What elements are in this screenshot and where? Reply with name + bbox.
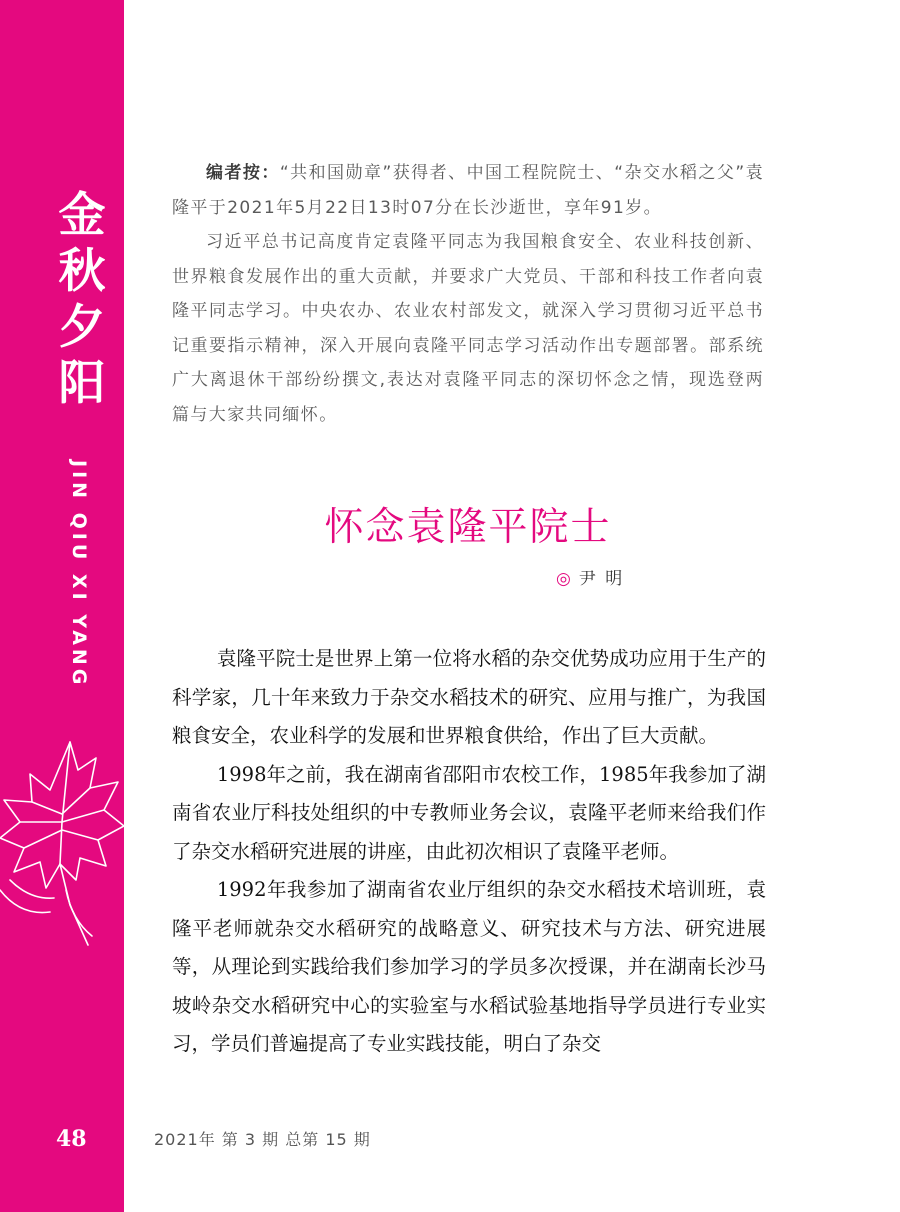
editor-note-label: 编者按： xyxy=(206,163,280,183)
column-title-char: 金 xyxy=(58,188,106,243)
column-title-char: 阳 xyxy=(58,356,106,411)
editor-note-paragraph xyxy=(172,156,764,225)
author-mark: ◎ xyxy=(556,569,573,589)
article-author xyxy=(556,564,624,589)
editor-note-paragraph: 习近平总书记高度肯定袁隆平同志为我国粮食安全、农业科技创新、世界粮食发展作出的重大贡献，并要求广大党员、干部和科技工作者向袁隆平同志学习。中央农办、农业农村部发文，就深入学习贯彻习近平总书记重要指示精神，深入开展向袁隆平同志学习活动作出专题部署。部系统广大离退休干部纷纷撰文,表达对袁隆平同志的深切怀念之情，现选登两篇与大家共同缅怀。 xyxy=(172,232,764,425)
column-title-char: 秋 xyxy=(58,244,106,299)
article-body xyxy=(172,640,766,1064)
editor-note xyxy=(172,156,764,432)
article-title: 怀念袁隆平院士 xyxy=(324,505,612,550)
maple-leaf-icon xyxy=(0,730,124,960)
column-title xyxy=(52,188,112,412)
column-sidebar xyxy=(0,0,124,1212)
editor-note-text: “共和国勋章”获得者、中国工程院院士、“杂交水稻之父”袁隆平于2021年5月22日13时07分在长沙逝世，享年91岁。 xyxy=(172,163,764,218)
page-number: 48 xyxy=(56,1126,87,1152)
issue-footer: 2021年 第 3 期 总第 15 期 xyxy=(154,1130,371,1149)
article-paragraph: 1992年我参加了湖南省农业厅组织的杂交水稻技术培训班，袁隆平老师就杂交水稻研究的战略意义、研究技术与方法、研究进展等，从理论到实践给我们参加学习的学员多次授课，并在湖南长沙马坡岭杂交水稻研究中心的实验室与水稻试验基地指导学员进行专业实习，学员们普遍提高了专业实践技能，明白了杂交 xyxy=(172,878,766,1055)
article-paragraph: 袁隆平院士是世界上第一位将水稻的杂交优势成功应用于生产的科学家，几十年来致力于杂交水稻技术的研究、应用与推广，为我国粮食安全，农业科学的发展和世界粮食供给，作出了巨大贡献。 xyxy=(172,647,766,747)
article-paragraph: 1998年之前，我在湖南省邵阳市农校工作，1985年我参加了湖南省农业厅科技处组织的中专教师业务会议，袁隆平老师来给我们作了杂交水稻研究进展的讲座，由此初次相识了袁隆平老师。 xyxy=(172,762,766,863)
column-title-char: 夕 xyxy=(58,300,106,355)
column-pinyin: JIN QIU XI YANG xyxy=(68,460,90,689)
author-name: 尹 明 xyxy=(578,569,625,589)
